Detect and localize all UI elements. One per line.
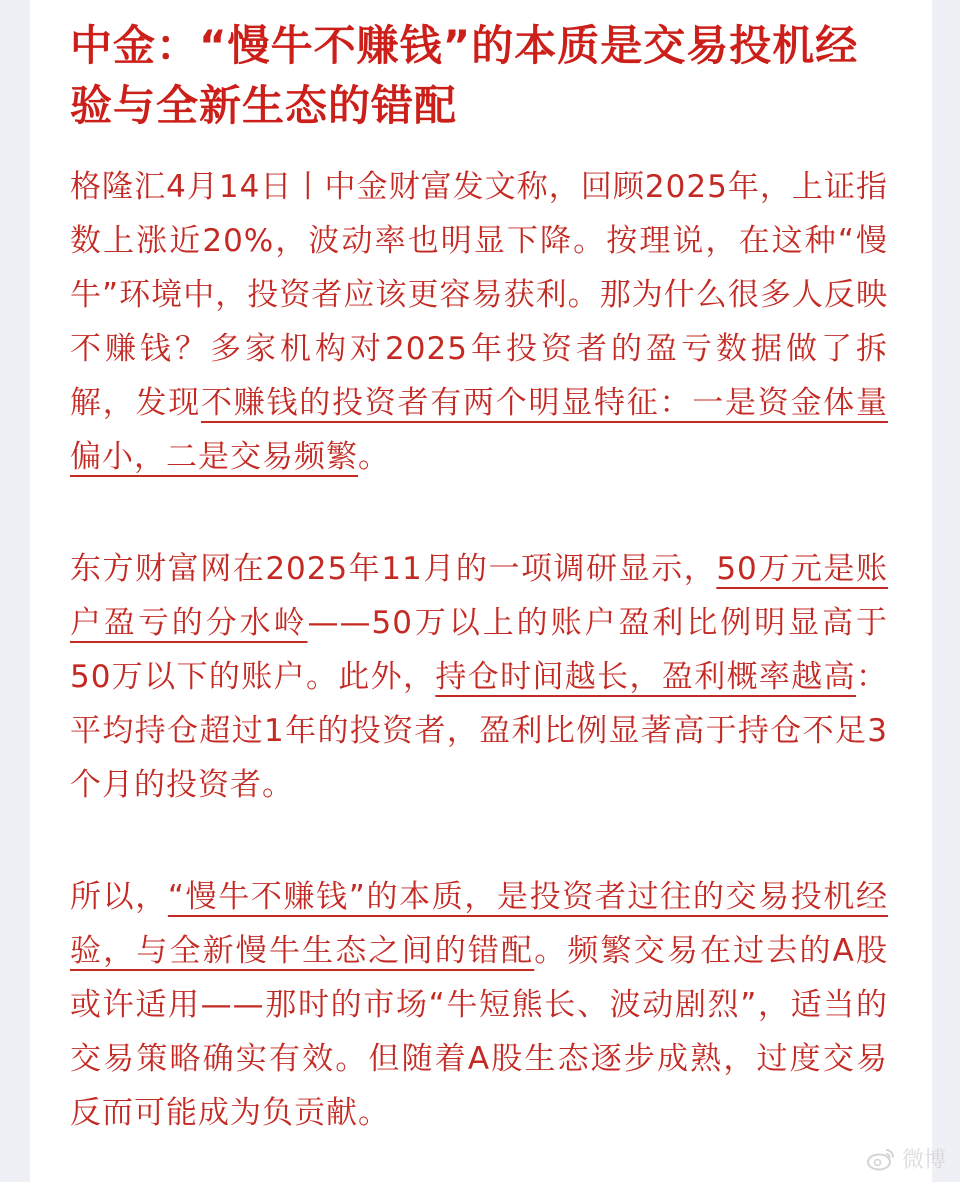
paragraph-3 [70,870,888,1140]
highlighted-text: 持仓时间越长，盈利概率越高 [435,659,857,695]
paragraph-text: ——50万以上的账户盈利比例明显高于50万以下的账户。此外， [70,605,888,695]
paragraph-text: 。 [358,439,390,475]
article-body [70,160,888,1140]
article-card [30,0,932,1182]
highlighted-text: “慢牛不赚钱”的本质，是投资者过往的交易投机经验，与全新慢牛生态之间的错配 [70,879,888,969]
weibo-logo-icon [866,1147,896,1171]
paragraph-2 [70,542,888,812]
highlighted-text: 不赚钱的投资者有两个明显特征：一是资金体量偏小，二是交易频繁 [70,385,888,475]
paragraph-text: 所以， [70,879,168,915]
watermark-text: 微博 [901,1148,946,1173]
article-title: 中金：“慢牛不赚钱”的本质是交易投机经验与全新生态的错配 [70,21,859,130]
paragraph-text: ：平均持仓超过1年的投资者，盈利比例显著高于持仓不足3个月的投资者。 [70,659,889,803]
paragraph-text: 东方财富网在2025年11月的一项调研显示， [70,551,717,587]
paragraph-text: 。频繁交易在过去的A股或许适用——那时的市场“牛短熊长、波动剧烈”，适当的交易策略确实有效。但随着A股生态逐步成熟，过度交易反而可能成为负贡献。 [70,933,888,1131]
highlighted-text: 50万元是账户盈亏的分水岭 [70,551,888,641]
watermark [866,1143,946,1174]
paragraph-text: 格隆汇4月14日丨中金财富发文称，回顾2025年，上证指数上涨近20%，波动率也明显下降。按理说，在这种“慢牛”环境中，投资者应该更容易获利。那为什么很多人反映不赚钱？多家机构对2025年投资者的盈亏数据做了拆解，发现 [70,169,888,421]
paragraph-1 [70,160,888,484]
